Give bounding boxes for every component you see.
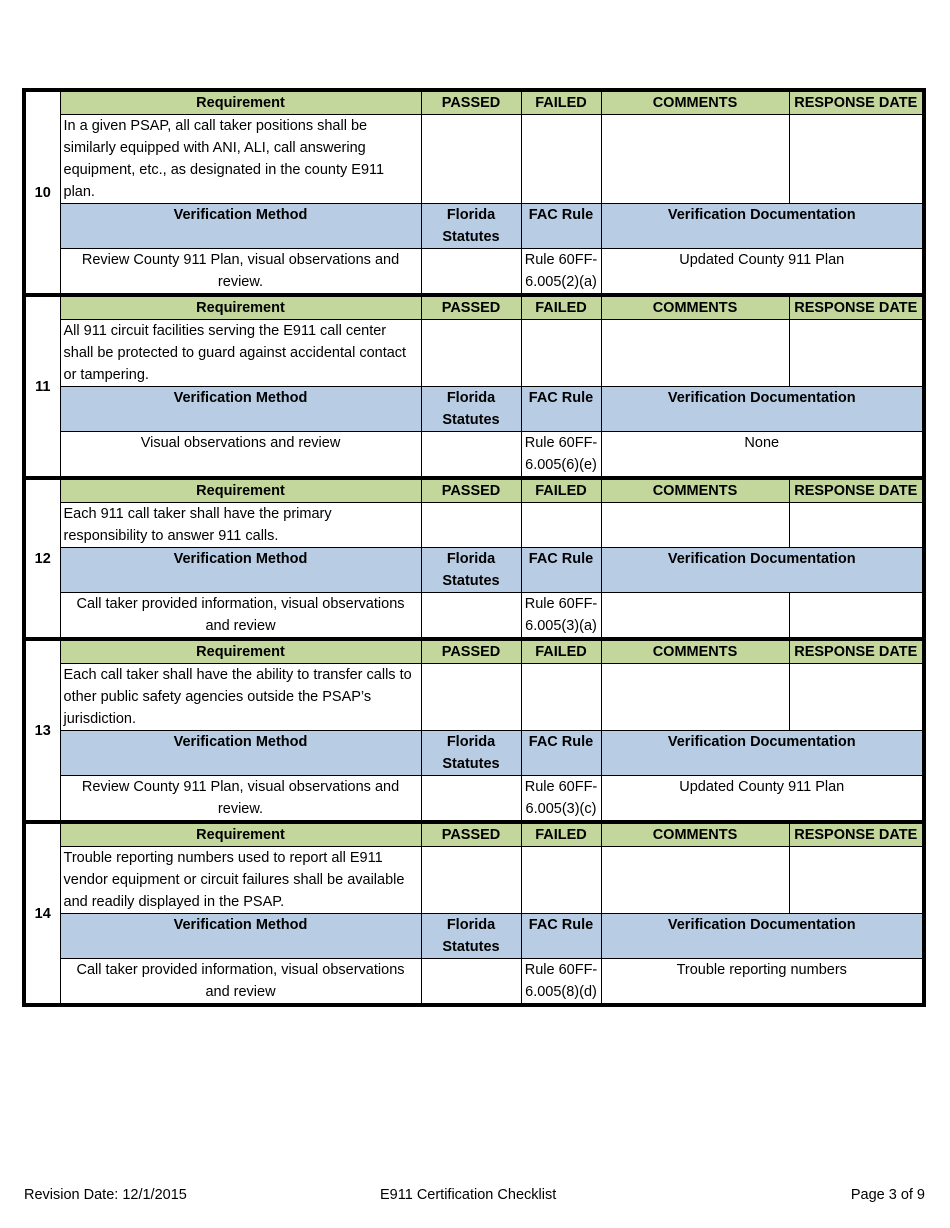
requirement-text: Each 911 call taker shall have the primary responsibility to answer 911 calls. <box>60 503 421 548</box>
revision-date: Revision Date: 12/1/2015 <box>24 1187 187 1203</box>
verification-method-header: Verification Method <box>60 731 421 776</box>
checklist-item <box>24 295 924 478</box>
requirement-row <box>24 664 924 731</box>
response-date-detail-cell[interactable] <box>789 593 924 640</box>
verification-documentation-header: Verification Documentation <box>601 548 924 593</box>
failed-cell[interactable] <box>521 847 601 914</box>
certification-checklist-table <box>22 88 926 1007</box>
verification-method-header: Verification Method <box>60 387 421 432</box>
failed-header: FAILED <box>521 90 601 115</box>
verification-documentation-value: Updated County 911 Plan <box>601 249 924 296</box>
verification-method-text: Review County 911 Plan, visual observations and review. <box>60 776 421 823</box>
failed-cell[interactable] <box>521 503 601 548</box>
item-number: 12 <box>24 478 60 639</box>
florida-statutes-header: Florida Statutes <box>421 731 521 776</box>
comments-header: COMMENTS <box>601 295 789 320</box>
verification-header-row <box>24 731 924 776</box>
response-date-cell[interactable] <box>789 847 924 914</box>
florida-statutes-value <box>421 959 521 1006</box>
failed-header: FAILED <box>521 295 601 320</box>
failed-cell[interactable] <box>521 115 601 204</box>
requirement-header-row <box>24 822 924 847</box>
response-date-header: RESPONSE DATE <box>789 822 924 847</box>
document-title: E911 Certification Checklist <box>380 1187 557 1203</box>
failed-cell[interactable] <box>521 320 601 387</box>
checklist-item <box>24 639 924 822</box>
florida-statutes-value <box>421 776 521 823</box>
comments-header: COMMENTS <box>601 639 789 664</box>
requirement-header: Requirement <box>60 90 421 115</box>
item-number: 11 <box>24 295 60 478</box>
florida-statutes-value <box>421 432 521 479</box>
verification-documentation-header: Verification Documentation <box>601 387 924 432</box>
verification-documentation-value: Trouble reporting numbers <box>601 959 924 1006</box>
requirement-row <box>24 503 924 548</box>
fac-rule-value: Rule 60FF-6.005(3)(c) <box>521 776 601 823</box>
passed-header: PASSED <box>421 822 521 847</box>
requirement-header-row <box>24 295 924 320</box>
verification-header-row <box>24 914 924 959</box>
florida-statutes-header: Florida Statutes <box>421 914 521 959</box>
verification-method-header: Verification Method <box>60 548 421 593</box>
fac-rule-header: FAC Rule <box>521 731 601 776</box>
comments-cell[interactable] <box>601 320 789 387</box>
passed-cell[interactable] <box>421 664 521 731</box>
requirement-header-row <box>24 478 924 503</box>
verification-detail-row <box>24 249 924 296</box>
response-date-cell[interactable] <box>789 115 924 204</box>
florida-statutes-value <box>421 249 521 296</box>
requirement-text: All 911 circuit facilities serving the E911 call center shall be protected to guard against accidental contact or tampering. <box>60 320 421 387</box>
passed-cell[interactable] <box>421 320 521 387</box>
item-number: 14 <box>24 822 60 1005</box>
passed-header: PASSED <box>421 90 521 115</box>
comments-cell[interactable] <box>601 664 789 731</box>
verification-header-row <box>24 387 924 432</box>
response-date-cell[interactable] <box>789 664 924 731</box>
verification-documentation-header: Verification Documentation <box>601 204 924 249</box>
fac-rule-header: FAC Rule <box>521 387 601 432</box>
verification-documentation-header: Verification Documentation <box>601 731 924 776</box>
response-date-cell[interactable] <box>789 320 924 387</box>
item-number: 13 <box>24 639 60 822</box>
checklist-item <box>24 822 924 1005</box>
fac-rule-header: FAC Rule <box>521 914 601 959</box>
verification-detail-row <box>24 776 924 823</box>
requirement-header-row <box>24 90 924 115</box>
requirement-row <box>24 115 924 204</box>
verification-method-text: Call taker provided information, visual observations and review <box>60 593 421 640</box>
failed-header: FAILED <box>521 478 601 503</box>
comments-cell[interactable] <box>601 115 789 204</box>
checklist-item <box>24 90 924 295</box>
checklist-item <box>24 478 924 639</box>
verification-method-header: Verification Method <box>60 914 421 959</box>
verification-header-row <box>24 204 924 249</box>
verification-detail-row <box>24 959 924 1006</box>
requirement-row <box>24 847 924 914</box>
fac-rule-value: Rule 60FF-6.005(3)(a) <box>521 593 601 640</box>
response-date-header: RESPONSE DATE <box>789 639 924 664</box>
passed-header: PASSED <box>421 295 521 320</box>
verification-method-text: Call taker provided information, visual observations and review <box>60 959 421 1006</box>
requirement-header-row <box>24 639 924 664</box>
verification-documentation-header: Verification Documentation <box>601 914 924 959</box>
response-date-cell[interactable] <box>789 503 924 548</box>
comments-cell[interactable] <box>601 847 789 914</box>
requirement-text: In a given PSAP, all call taker positions shall be similarly equipped with ANI, ALI, call answering equipment, etc., as designated in the county E911 plan. <box>60 115 421 204</box>
fac-rule-header: FAC Rule <box>521 204 601 249</box>
requirement-header: Requirement <box>60 478 421 503</box>
failed-cell[interactable] <box>521 664 601 731</box>
passed-header: PASSED <box>421 478 521 503</box>
verification-method-text: Visual observations and review <box>60 432 421 479</box>
fac-rule-value: Rule 60FF-6.005(2)(a) <box>521 249 601 296</box>
requirement-text: Trouble reporting numbers used to report all E911 vendor equipment or circuit failures shall be available and readily displayed in the PSAP. <box>60 847 421 914</box>
requirement-header: Requirement <box>60 822 421 847</box>
verification-documentation-value: None <box>601 432 924 479</box>
requirement-text: Each call taker shall have the ability to transfer calls to other public safety agencies outside the PSAP’s jurisdiction. <box>60 664 421 731</box>
comments-cell[interactable] <box>601 503 789 548</box>
comments-header: COMMENTS <box>601 90 789 115</box>
requirement-header: Requirement <box>60 639 421 664</box>
florida-statutes-value <box>421 593 521 640</box>
verification-method-text: Review County 911 Plan, visual observations and review. <box>60 249 421 296</box>
fac-rule-value: Rule 60FF-6.005(6)(e) <box>521 432 601 479</box>
response-date-header: RESPONSE DATE <box>789 90 924 115</box>
fac-rule-value: Rule 60FF-6.005(8)(d) <box>521 959 601 1006</box>
failed-header: FAILED <box>521 639 601 664</box>
comments-detail-cell[interactable] <box>601 593 789 640</box>
requirement-row <box>24 320 924 387</box>
passed-cell[interactable] <box>421 115 521 204</box>
passed-cell[interactable] <box>421 503 521 548</box>
verification-documentation-value: Updated County 911 Plan <box>601 776 924 823</box>
requirement-header: Requirement <box>60 295 421 320</box>
page-number: Page 3 of 9 <box>850 1187 925 1203</box>
verification-detail-row <box>24 432 924 479</box>
florida-statutes-header: Florida Statutes <box>421 387 521 432</box>
comments-header: COMMENTS <box>601 822 789 847</box>
comments-header: COMMENTS <box>601 478 789 503</box>
fac-rule-header: FAC Rule <box>521 548 601 593</box>
response-date-header: RESPONSE DATE <box>789 295 924 320</box>
verification-detail-row <box>24 593 924 640</box>
florida-statutes-header: Florida Statutes <box>421 548 521 593</box>
passed-header: PASSED <box>421 639 521 664</box>
response-date-header: RESPONSE DATE <box>789 478 924 503</box>
verification-header-row <box>24 548 924 593</box>
item-number: 10 <box>24 90 60 295</box>
failed-header: FAILED <box>521 822 601 847</box>
passed-cell[interactable] <box>421 847 521 914</box>
verification-method-header: Verification Method <box>60 204 421 249</box>
florida-statutes-header: Florida Statutes <box>421 204 521 249</box>
